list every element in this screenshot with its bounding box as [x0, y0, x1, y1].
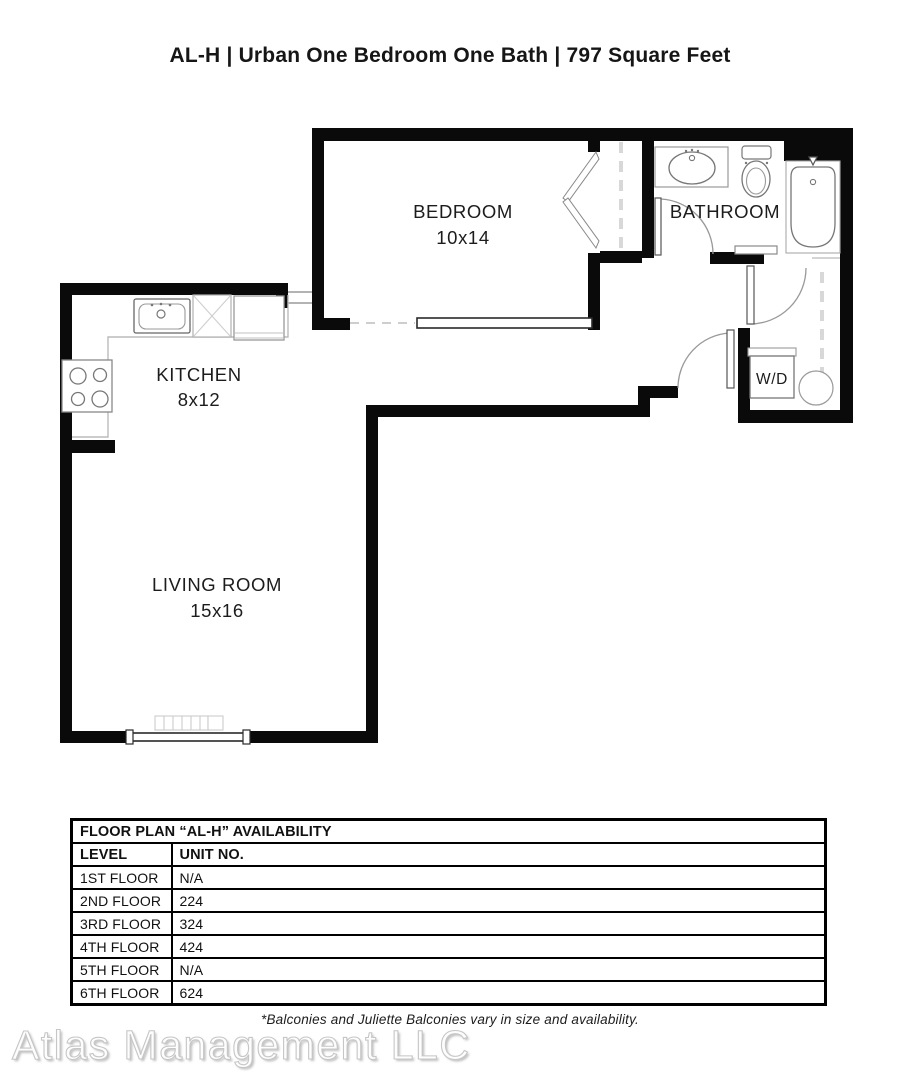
wall-left: [60, 283, 72, 743]
heater-end-box: [208, 716, 223, 730]
sink-dot: [160, 303, 163, 306]
wall-top: [312, 128, 853, 141]
stove-fixture: [62, 360, 112, 412]
table-row: [72, 958, 826, 981]
table-row: [72, 889, 826, 912]
bedroom-window: [417, 318, 592, 328]
wd-door-leaf: [727, 330, 734, 388]
wall-closet-jamb: [588, 128, 600, 152]
sink-dot: [691, 149, 693, 151]
wall-closet-bottom: [600, 251, 642, 263]
bedroom-label: BEDROOM: [413, 201, 513, 222]
wall-kitchen-stub: [60, 440, 115, 453]
unit-cell: 424: [172, 935, 826, 958]
bathroom-fixtures: [655, 146, 840, 253]
table-header-row: [72, 843, 826, 866]
column-header-level: LEVEL: [72, 843, 172, 866]
toilet-tank: [742, 146, 771, 159]
page-title: AL-H | Urban One Bedroom One Bath | 797 Square Feet: [169, 44, 731, 67]
table-title-row: [72, 820, 826, 844]
wd-door-arc: [678, 333, 729, 388]
bathroom-sink-fixture: [669, 152, 715, 184]
column-header-unit: UNIT NO.: [172, 843, 826, 866]
wall-kitchen-top: [60, 283, 288, 295]
unit-cell: 624: [172, 981, 826, 1005]
wall-hall-bottom: [368, 405, 650, 417]
living-room-label: LIVING ROOM: [152, 574, 282, 595]
table-row: [72, 935, 826, 958]
living-room-window: [132, 733, 245, 741]
sink-dot: [685, 150, 687, 152]
unit-cell: N/A: [172, 958, 826, 981]
toilet-bolt: [766, 162, 768, 164]
wall-living-bottom-right: [245, 731, 378, 743]
level-cell: 6TH FLOOR: [72, 981, 172, 1005]
unit-cell: 324: [172, 912, 826, 935]
table-row: [72, 866, 826, 889]
level-cell: 3RD FLOOR: [72, 912, 172, 935]
bathroom-shelf: [735, 246, 777, 254]
window-cap-left: [126, 730, 133, 744]
bedroom-dims: 10x14: [436, 227, 490, 248]
unit-cell: N/A: [172, 866, 826, 889]
bifold-door-panel-top: [563, 152, 599, 202]
washer-dryer-label: W/D: [756, 371, 788, 388]
level-cell: 1ST FLOOR: [72, 866, 172, 889]
bathroom-door-leaf: [655, 198, 661, 255]
living-room-dims: 15x16: [190, 600, 244, 621]
window-cap-right: [243, 730, 250, 744]
availability-table: [70, 818, 827, 1006]
table-title: FLOOR PLAN “AL-H” AVAILABILITY: [72, 820, 826, 844]
entry-door-leaf: [747, 266, 754, 324]
wall-right: [840, 128, 853, 423]
water-heater-fixture: [799, 371, 833, 405]
wall-bedroom-stub: [324, 318, 350, 330]
sink-dot: [151, 304, 154, 307]
wall-wd-bottom: [738, 410, 853, 423]
wall-wd-left: [738, 328, 750, 423]
wall-bathroom-left: [642, 128, 654, 258]
entry-door-arc: [750, 268, 806, 324]
toilet-bolt: [745, 162, 747, 164]
table-row: [72, 912, 826, 935]
kitchen-label: KITCHEN: [156, 364, 242, 385]
kitchen-dims: 8x12: [177, 389, 221, 410]
washer-dryer-lid: [748, 348, 796, 356]
sink-dot: [169, 304, 172, 307]
wall-living-right: [366, 405, 378, 743]
bathroom-label: BATHROOM: [669, 201, 781, 222]
level-cell: 5TH FLOOR: [72, 958, 172, 981]
bifold-door-panel-bottom: [563, 198, 599, 248]
level-cell: 2ND FLOOR: [72, 889, 172, 912]
level-cell: 4TH FLOOR: [72, 935, 172, 958]
table-row: [72, 981, 826, 1005]
unit-cell: 224: [172, 889, 826, 912]
wall-bedroom-left: [312, 128, 324, 330]
sink-dot: [697, 150, 699, 152]
baseboard-heater: [155, 716, 223, 730]
footnote: *Balconies and Juliette Balconies vary in size and availability.: [261, 1012, 639, 1027]
watermark: Atlas Management LLC: [12, 1022, 471, 1068]
